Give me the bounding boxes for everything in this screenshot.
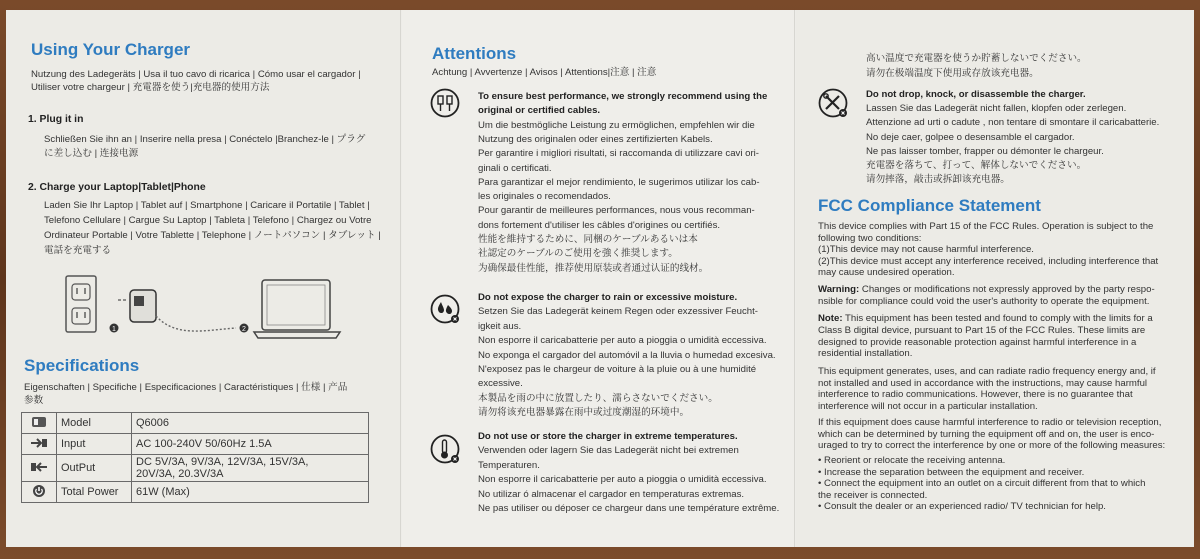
attentions-subtitle: Achtung | Avvertenze | Avisos | Attentions|注意 | 注意 — [432, 67, 657, 78]
step2-line-1: Laden Sie Ihr Laptop | Tablet auf | Smartphone | Caricare il Portatile | Tablet | — [44, 200, 370, 211]
spec-value-total-power: 61W (Max) — [132, 482, 369, 503]
spec-value-input: AC 100-240V 50/60Hz 1.5A — [132, 434, 369, 455]
panel-attentions — [402, 10, 794, 547]
specifications-table — [21, 412, 369, 503]
step2-line-2: Telefono Cellulare | Cargue Su Laptop | Tableta | Telefono | Chargez ou Votre — [44, 215, 372, 226]
charger-icon — [22, 413, 57, 434]
specifications-subtitle-1: Eigenschaften | Specifiche | Especificaciones | Caractéristiques | 仕様 | 产品 — [24, 382, 348, 393]
temperature-continued-text-line-1: 高い温度で充電器を使うか貯蓄しないでください。 — [866, 53, 1087, 64]
diagram-label-1: 1 — [112, 326, 116, 333]
cables-text-line-7: Para garantizar el mejor rendimiento, le sugerimos utilizar los cab- — [478, 176, 760, 188]
moisture-text-line-8: 本製品を雨の中に放置したり、濡らさないでください。 — [478, 392, 718, 404]
fcc-warning-text-1: Changes or modifications not expressly approved by the party respo- — [859, 284, 1155, 295]
temperature-text-line-2: Verwenden oder lagern Sie das Ladegerät nicht bei extremen — [478, 445, 739, 457]
drop-text-line-4: No deje caer, golpee o desensamble el cargador. — [866, 131, 1075, 143]
diagram-label-2: 2 — [242, 326, 246, 333]
drop-text-line-7: 请勿摔落，敲击或拆卸该充电器。 — [866, 174, 1010, 186]
specifications-title: Specifications — [24, 356, 140, 375]
moisture-text-line-6: N'exposez pas le chargeur de voiture à la pluie ou à une humidité — [478, 364, 757, 375]
drop-text-line-1: Do not drop, knock, or disassemble the charger. — [866, 89, 1086, 100]
input-arrow-icon — [22, 434, 57, 455]
spec-row-total-power — [22, 482, 369, 503]
fcc-p1-line-5: may cause undesired operation. — [818, 267, 955, 279]
step1-line-1: Schließen Sie ihn an | Inserire nella presa | Conéctelo |Branchez-le | プラグ — [44, 134, 366, 145]
fcc-bullet-line-3: • Connect the equipment into an outlet on a circuit different from that to which — [818, 478, 1146, 490]
step2-line-4: 電話を充電する — [44, 245, 112, 256]
fcc-warning-label: Warning: — [818, 284, 860, 295]
tools-icon — [818, 88, 848, 118]
step1-title: 1. Plug it in — [28, 114, 84, 125]
using-charger-subtitle-1: Nutzung des Ladegeräts | Usa il tuo cavo di ricarica | Cómo usar el cargador | — [31, 69, 361, 80]
cables-text-line-11: 性能を維持するために、同梱のケーブルあるいは本 — [478, 234, 698, 245]
fcc-note-label: Note: — [818, 313, 843, 324]
cables-text-line-9: Pour garantir de meilleures performances, nous vous recomman- — [478, 205, 755, 217]
fcc-p3-line-1: If this equipment does cause harmful interference to radio or television reception, — [818, 417, 1162, 428]
moisture-text-line-3: igkeit aus. — [478, 320, 522, 332]
temperature-text-line-3: Temperaturen. — [478, 459, 540, 471]
fcc-p1-line-2: following two conditions: — [818, 232, 922, 244]
step2-title: 2. Charge your Laptop|Tablet|Phone — [28, 182, 206, 193]
drop-text-line-2: Lassen Sie das Ladegerät nicht fallen, klopfen oder zerlegen. — [866, 103, 1127, 115]
step2-line-3: Ordinateur Portable | Votre Tablette | Telephone | ノートパソコン | タブレット | — [44, 230, 381, 241]
fcc-p2-line-4: interference will not occur in a particular installation. — [818, 400, 1038, 412]
using-charger-title: Using Your Charger — [31, 40, 191, 59]
spec-label-input: Input — [57, 434, 132, 455]
fcc-p1-line-1: This device complies with Part 15 of the FCC Rules. Operation is subject to the — [818, 221, 1154, 232]
cables-text-line-1: To ensure best performance, we strongly recommend using the — [478, 91, 768, 102]
spec-value-output-line-2: 20V/3A, 20.3V/3A — [136, 468, 224, 480]
wall-outlet-icon — [66, 276, 96, 332]
laptop-icon — [254, 280, 340, 338]
moisture-icon — [430, 294, 460, 324]
drop-text-line-5: Ne pas laisser tomber, frapper ou démonter le chargeur. — [866, 145, 1104, 157]
fcc-bullet-line-5: • Consult the dealer or an experienced radio/ TV technician for help. — [818, 501, 1106, 513]
fcc-note-line-4: residential installation. — [818, 348, 913, 360]
cables-text-line-13: 为确保最佳性能，推荐使用原装或者通过认证的线材。 — [478, 262, 709, 274]
cables-text-line-12: 社認定のケーブルのご使用を強く推奨します。 — [478, 248, 678, 260]
cables-text-line-2: original or certified cables. — [478, 105, 601, 117]
fcc-note-line-2: Class B digital device, pursuant to Part 15 of the FCC Rules. These limits are — [818, 325, 1146, 336]
spec-label-model: Model — [57, 413, 132, 434]
attentions-title: Attentions — [432, 44, 517, 63]
fcc-p2-line-2: not installed and used in accordance with the instructions, may cause harmful — [818, 377, 1148, 389]
fcc-p2-line-3: interference to radio communications. However, there is no guarantee that — [818, 389, 1133, 401]
temperature-continued-text-line-2: 请勿在极端温度下使用或存放该充电器。 — [866, 68, 1039, 79]
panel-using-charger — [6, 10, 400, 547]
power-icon — [22, 482, 57, 503]
cables-text-line-5: Per garantire i migliori risultati, si raccomanda di utilizzare cavi ori- — [478, 148, 759, 160]
spec-value-output — [132, 455, 369, 482]
cables-text-line-3: Um die bestmögliche Leistung zu ermöglichen, empfehlen wir die — [478, 119, 755, 131]
spec-row-model — [22, 413, 369, 434]
specifications-subtitle-2: 参数 — [24, 395, 44, 406]
fcc-note-text-1: This equipment has been tested and found to comply with the limits for a — [842, 313, 1153, 324]
using-charger-subtitle-2: Utiliser votre chargeur | 充電器を使う|充电器的使用方法 — [31, 82, 270, 93]
fcc-p3-line-3: uraged to try to correct the interference by one or more of the following measures: — [818, 440, 1166, 452]
cables-text-line-10: dons fortement d'utiliser les câbles d'origines ou certifiés. — [478, 219, 721, 231]
fcc-warning-line-2: nsible for compliance could void the user's authority to operate the equipment. — [818, 296, 1150, 307]
fcc-bullet-line-2: • Increase the separation between the equipment and receiver. — [818, 466, 1085, 478]
spec-label-total-power: Total Power — [57, 482, 132, 503]
charging-diagram — [56, 272, 356, 344]
cables-text-line-4: Nutzung des originalen oder eines zertifizierten Kabels. — [478, 133, 713, 145]
fcc-title: FCC Compliance Statement — [818, 196, 1041, 215]
temperature-text-line-4: Non esporre il caricabatterie per auto a pioggia o umidità eccessiva. — [478, 474, 767, 486]
drop-text-line-6: 充電器を落ちて、打って、解体しないでください。 — [866, 160, 1087, 171]
spec-row-output — [22, 455, 369, 482]
cable-icon — [430, 88, 460, 118]
temperature-text-line-6: Ne pas utiliser ou déposer ce chargeur dans une température extrême. — [478, 503, 780, 514]
temperature-icon — [430, 434, 460, 464]
fcc-p1-line-3: (1)This device may not cause harmful interference. — [818, 244, 1034, 256]
spec-value-output-line-1: DC 5V/3A, 9V/3A, 12V/3A, 15V/3A, — [136, 456, 309, 468]
moisture-text-line-1: Do not expose the charger to rain or excessive moisture. — [478, 292, 738, 303]
spec-label-output: OutPut — [57, 455, 132, 482]
moisture-text-line-9: 请勿将该充电器暴露在雨中或过度潮湿的环境中。 — [478, 407, 690, 419]
fcc-bullet-line-4: the receiver is connected. — [818, 489, 928, 501]
fcc-p1-line-4: (2)This device must accept any interference received, including interference that — [818, 255, 1159, 267]
charger-plug-icon — [118, 290, 156, 322]
fcc-p3-line-2: which can be determined by turning the equipment off and on, the user is enco- — [818, 428, 1155, 440]
temperature-text-line-1: Do not use or store the charger in extreme temperatures. — [478, 431, 738, 442]
cables-text-line-8: les originales o recomendados. — [478, 191, 611, 203]
fcc-note-line-3: designed to provide reasonable protection against harmful interference in a — [818, 336, 1137, 348]
spec-value-model: Q6006 — [132, 413, 369, 434]
spec-row-input — [22, 434, 369, 455]
moisture-text-line-7: excessive. — [478, 378, 523, 390]
cables-text-line-6: ginali o certificati. — [478, 162, 552, 174]
moisture-text-line-2: Setzen Sie das Ladegerät keinem Regen oder exzessiver Feucht- — [478, 306, 758, 318]
fcc-bullet-line-1: • Reorient or relocate the receiving antenna. — [818, 455, 1006, 466]
moisture-text-line-4: Non esporre il caricabatterie per auto a pioggia o umidità eccessiva. — [478, 335, 767, 347]
output-arrow-icon — [22, 455, 57, 482]
temperature-text-line-5: No utilizar ó almacenar el cargador en temperaturas extremas. — [478, 488, 745, 500]
drop-text-line-3: Attenzione ad urti o cadute , non tentare di smontare il caricabatterie. — [866, 117, 1160, 129]
fcc-p2-line-1: This equipment generates, uses, and can radiate radio frequency energy and, if — [818, 366, 1156, 377]
moisture-text-line-5: No exponga el cargador del automóvil a la lluvia o humedad excesiva. — [478, 349, 776, 361]
step1-line-2: に差し込む | 连接电源 — [44, 148, 139, 159]
panel-fcc — [796, 10, 1194, 547]
